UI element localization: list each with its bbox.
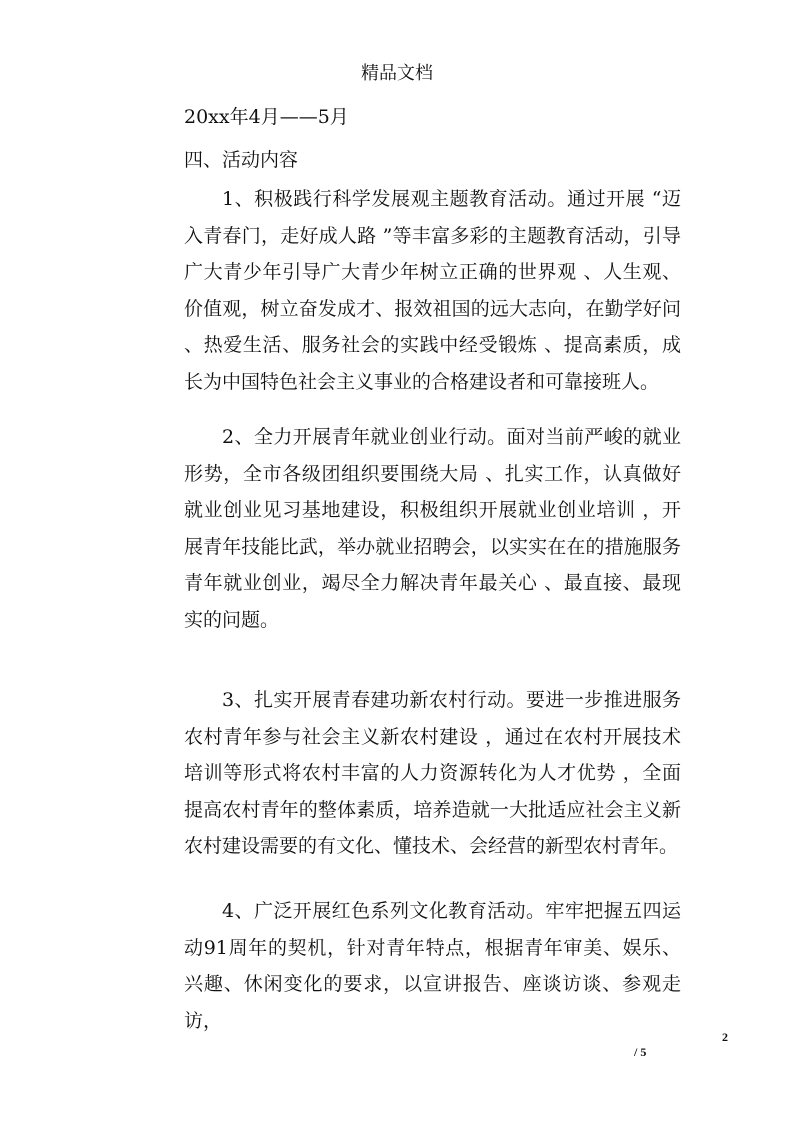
page-number: 2 [722,1030,728,1044]
section-heading: 四、活动内容 [184,149,299,171]
date-range: 20xx年4月——5月 [184,106,349,128]
paragraph-1: 1、积极践行科学发展观主题教育活动。通过开展 “迈入青春门，走好成人路 ”等丰富多彩的主题教育活动，引导广大青少年引导广大青少年树立正确的世界观 、人生观、价值观，树立奋发成才、报效祖国的远大志向，在勤学好问 、热爱生活、服务社会的实践中经受锻炼 、提高素质，成长为中国特色社会主义事业的合格建设者和可靠接班人。 [184,188,681,393]
paragraph-3: 3、扎实开展青春建功新农村行动。要进一步推进服务农村青年参与社会主义新农村建设 ，通过在农村开展技术培训等形式将农村丰富的人力资源转化为人才优势 ，全面提高农村青年的整体素质，培养造就一大批适应社会主义新农村建设需要的有文化、懂技术、会经营的新型农村青年。 [184,689,681,857]
page-total: / 5 [634,1045,647,1059]
paragraph-2: 2、全力开展青年就业创业行动。面对当前严峻的就业形势，全市各级团组织要围绕大局 、扎实工作，认真做好就业创业见习基地建设，积极组织开展就业创业培训 ，开展青年技能比武，举办就业招聘会，以实实在在的措施服务青年就业创业，竭尽全力解决青年最关心 、最直接、最现实的问题。 [184,426,681,631]
document-header-title: 精品文档 [361,63,433,84]
paragraph-4: 4、广泛开展红色系列文化教育活动。牢牢把握五四运动91周年的契机，针对青年特点，根据青年审美、娱乐、兴趣、休闲变化的要求，以宣讲报告、座谈访谈、参观走访， [184,900,681,1032]
